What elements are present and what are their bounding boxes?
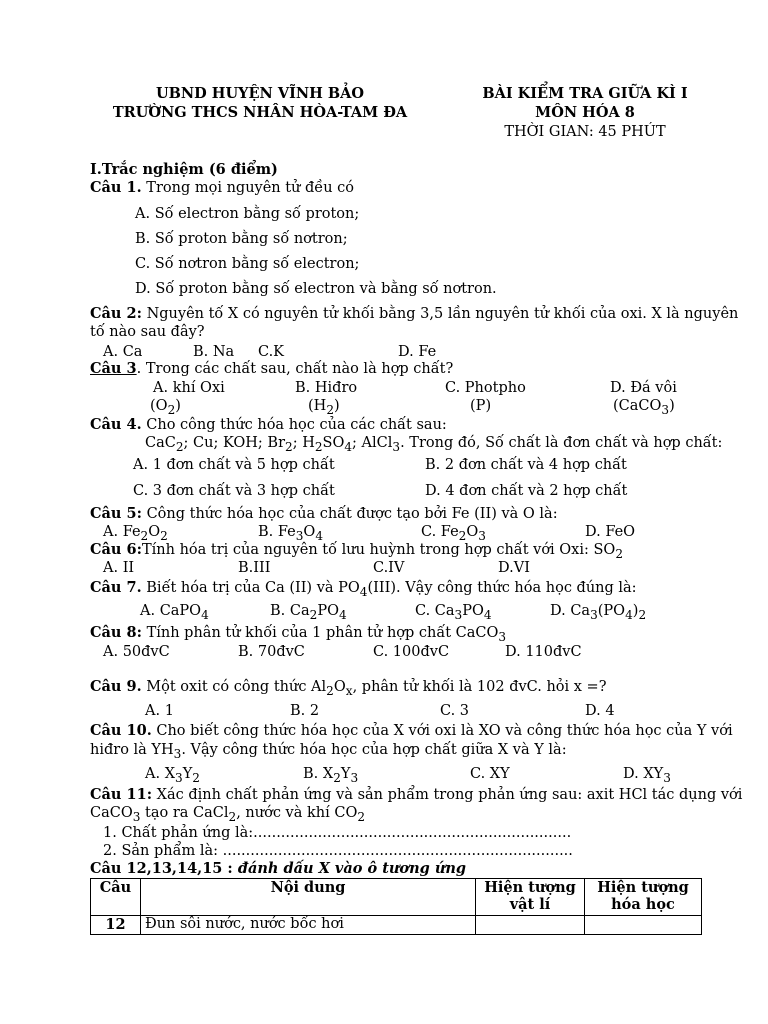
row-content: Đun sôi nước, nước bốc hơi <box>141 916 476 935</box>
header-vatli: Hiện tượng vật lí <box>476 879 585 916</box>
q7-option-d: D. $Ca_3(PO_4)_2$ <box>550 603 647 622</box>
q5-option-c: C. $Fe_2O_3$ <box>421 524 486 543</box>
question-10: Câu 10. Cho biết công thức hóa học của X với oxi là XO và công thức hóa học của Y với <box>90 722 733 739</box>
q3-option-d: D. Đá vôi <box>610 380 677 396</box>
q1-option-b: B. Số proton bằng số nơtron; <box>135 231 348 247</box>
question-4: Câu 4. Cho công thức hóa học của các chất sau: <box>90 416 447 433</box>
q9-option-d: D. 4 <box>585 703 615 719</box>
q2-option-b: B. Na <box>193 344 235 360</box>
question-3: Câu 3. Trong các chất sau, chất nào là hợp chất? <box>90 360 454 377</box>
exam-subject: MÔN HÓA 8 <box>535 104 635 121</box>
q2-option-d: D. Fe <box>398 344 437 360</box>
question-11: Câu 11: Xác định chất phản ứng và sản phẩm trong phản ứng sau: axit HCl tác dụng với <box>90 786 743 803</box>
school-name: TRƯỜNG THCS NHÂN HÒA-TAM ĐA <box>112 104 408 121</box>
q3-formula-b: $(H_2)$ <box>308 398 340 417</box>
question-10-cont: hiđro là $YH_3$. Vậy công thức hóa học của hợp chất giữa X và Y là: <box>90 742 567 761</box>
school-district: UBND HUYỆN VĨNH BẢO <box>156 85 364 102</box>
q3-option-b: B. Hiđro <box>295 380 358 396</box>
q1-option-c: C. Số nơtron bằng số electron; <box>135 256 360 272</box>
table-header-row <box>91 879 702 916</box>
q1-option-a: A. Số electron bằng số proton; <box>135 206 360 222</box>
q4-option-a: A. 1 đơn chất và 5 hợp chất <box>133 457 335 473</box>
q4-option-b: B. 2 đơn chất và 4 hợp chất <box>425 457 627 473</box>
header-cau: Câu <box>91 879 141 916</box>
question-11-cont: CaCO$_3$ tạo ra CaCl$_2$, nước và khí $CO_2$ <box>90 805 366 824</box>
q9-option-b: B. 2 <box>290 703 320 719</box>
q3-formula-d: (CaCO$_3$) <box>613 398 675 417</box>
question-1: Câu 1. Trong mọi nguyên tử đều có <box>90 179 355 196</box>
question-12-15: Câu 12,13,14,15 : đánh dấu X vào ô tương ứng <box>90 860 467 877</box>
q3-option-a: A. khí Oxi <box>153 380 225 396</box>
q4-option-c: C. 3 đơn chất và 3 hợp chất <box>133 483 335 499</box>
q8-option-d: D. 110đvC <box>505 644 582 660</box>
q7-option-c: C. $Ca_3PO_4$ <box>415 603 492 622</box>
header-hoahoc: Hiện tượng hóa học <box>585 879 702 916</box>
question-2: Câu 2: Nguyên tố X có nguyên tử khối bằng 3,5 lần nguyên tử khối của oxi. X là nguyên <box>90 305 739 322</box>
question-8: Câu 8: Tính phân tử khối của 1 phân tử hợp chất CaCO$_3$ <box>90 624 507 644</box>
q10-option-d: D. $XY_3$ <box>623 766 671 785</box>
question-2-cont: tố nào sau đây? <box>90 324 205 340</box>
q6-option-a: A. II <box>103 560 135 576</box>
q10-option-a: A. $X_3Y_2$ <box>145 766 200 785</box>
q5-option-d: D. FeO <box>585 524 636 540</box>
q8-option-b: B. 70đvC <box>238 644 305 660</box>
row-num: 12 <box>91 916 141 935</box>
question-7: Câu 7. Biết hóa trị của Ca (II) và $PO_4(III)$. Vậy công thức hóa học đúng là: <box>90 579 637 599</box>
q11-item-2: 2. Sản phẩm là: ............................................................................ <box>103 843 573 859</box>
q6-option-c: C.IV <box>373 560 405 576</box>
q6-option-d: D.VI <box>498 560 530 576</box>
row-hoahoc-cell[interactable] <box>585 916 702 935</box>
q4-option-d: D. 4 đơn chất và 2 hợp chất <box>425 483 628 499</box>
q1-option-d: D. Số proton bằng số electron và bằng số nơtron. <box>135 281 497 297</box>
q7-option-a: A. CaPO$_4$ <box>140 603 209 622</box>
q5-option-b: B. $Fe_3O_4$ <box>258 524 323 543</box>
q4-formulas: CaC$_2$; Cu; KOH; $Br_2$; $H_2SO_4$; AlCl$_3$. Trong đó, Số chất là đơn chất và hợp chất: <box>145 435 723 454</box>
exam-duration: THỜI GIAN: 45 PHÚT <box>504 124 666 140</box>
question-9: Câu 9. Một oxit có công thức $Al_2O_x$, phân tử khối là 102 đvC. hỏi x =? <box>90 678 607 698</box>
exam-title: BÀI KIỂM TRA GIỮA KÌ I <box>482 85 688 102</box>
q6-option-b: B.III <box>238 560 271 576</box>
q9-option-c: C. 3 <box>440 703 470 719</box>
question-5: Câu 5: Công thức hóa học của chất được tạo bởi Fe (II) và O là: <box>90 505 558 522</box>
q2-option-a: A. Ca <box>103 344 143 360</box>
q7-option-b: B. $Ca_2PO_4$ <box>270 603 347 622</box>
answer-table <box>90 878 702 935</box>
section-title: I.Trắc nghiệm (6 điểm) <box>90 161 278 178</box>
row-vatli-cell[interactable] <box>476 916 585 935</box>
q2-option-c: C.K <box>258 344 285 360</box>
question-6: Câu 6:Tính hóa trị của nguyên tố lưu huỳnh trong hợp chất với Oxi: $SO_2$ <box>90 541 624 561</box>
q3-formula-a: $(O_2)$ <box>150 398 181 417</box>
q8-option-c: C. 100đvC <box>373 644 450 660</box>
q3-option-c: C. Photpho <box>445 380 526 396</box>
q3-formula-c: (P) <box>470 398 492 414</box>
q8-option-a: A. 50đvC <box>103 644 170 660</box>
q11-item-1: 1. Chất phản ứng là:..................................................................... <box>103 825 572 841</box>
table-row <box>91 916 702 935</box>
header-noidung: Nội dung <box>141 879 476 916</box>
q10-option-c: C. XY <box>470 766 510 782</box>
q9-option-a: A. 1 <box>145 703 174 719</box>
q5-option-a: A. $Fe_2O_2$ <box>103 524 168 543</box>
q10-option-b: B. $X_2Y_3$ <box>303 766 359 785</box>
